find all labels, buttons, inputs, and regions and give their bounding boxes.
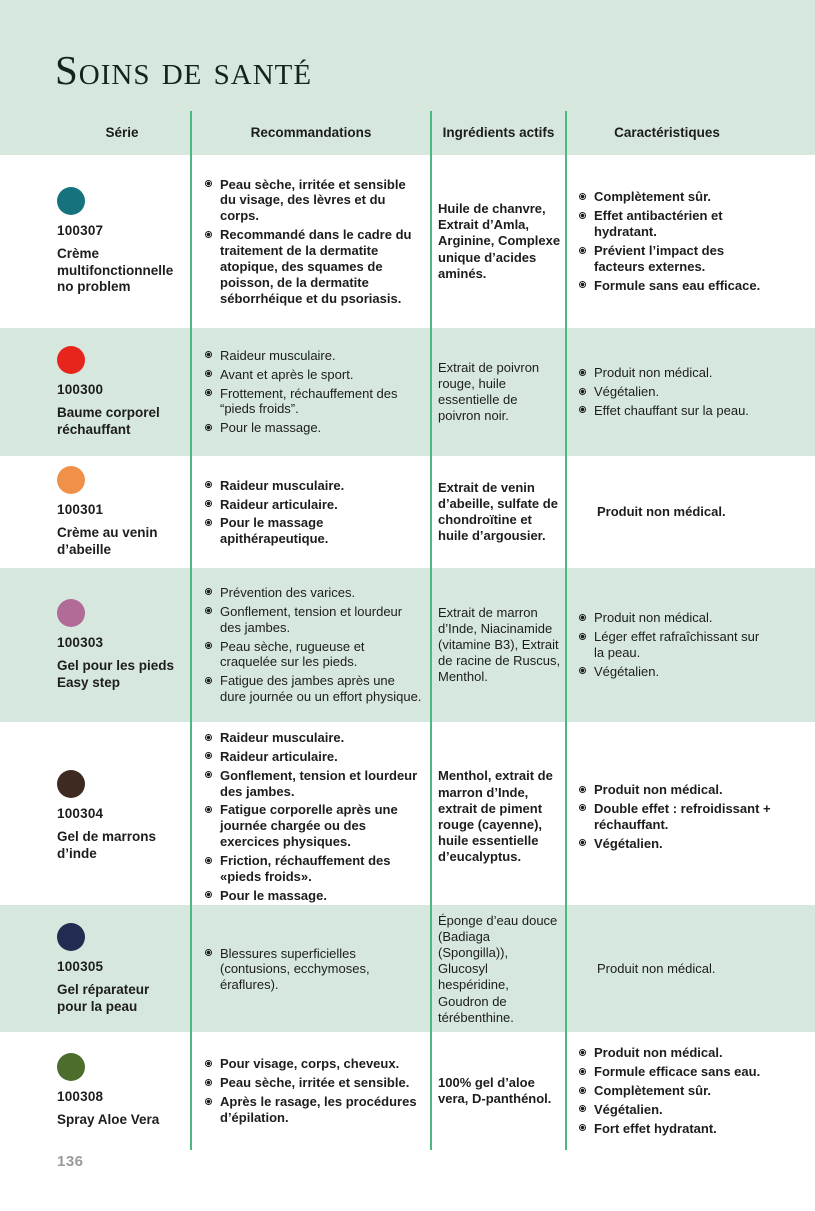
circled-dot-bullet-icon (579, 247, 586, 254)
serie-cell (0, 722, 192, 912)
product-code: 100301 (57, 502, 104, 517)
circled-dot-bullet-icon (205, 891, 212, 898)
recommendations-cell (192, 722, 432, 912)
page-number: 136 (57, 1153, 84, 1170)
bullet-item (579, 1064, 805, 1080)
circled-dot-bullet-icon (205, 588, 212, 595)
bullet-text: Gonflement, tension et lourdeur des jambes. (220, 603, 403, 635)
characteristics-cell (567, 328, 815, 456)
bullet-text: Après le rasage, les procédures d’épilation. (220, 1094, 417, 1125)
product-row (0, 155, 815, 328)
product-name: Gel pour les pieds Easy step (57, 657, 175, 690)
bullet-item (579, 836, 805, 852)
column-header-ingredients-actifs: Ingrédients actifs (432, 111, 567, 155)
recommendations-list (205, 730, 424, 904)
bullet-item (205, 639, 424, 671)
bullet-item (579, 384, 805, 400)
bullet-text: Formule efficace sans eau. (594, 1064, 761, 1080)
product-color-dot-icon (57, 187, 85, 215)
circled-dot-bullet-icon (205, 752, 212, 759)
bullet-item (205, 367, 424, 383)
bullet-text: Produit non médical. (594, 782, 723, 798)
serie-cell (0, 328, 192, 456)
bullet-item (205, 730, 424, 746)
bullet-item (579, 1045, 805, 1061)
circled-dot-bullet-icon (579, 786, 586, 793)
product-color-dot-icon (57, 923, 85, 951)
bullet-text: Avant et après le sport. (220, 366, 354, 382)
bullet-text: Raideur articulaire. (220, 496, 338, 512)
bullet-text: Produit non médical. (594, 610, 713, 626)
recommendations-cell (192, 328, 432, 456)
characteristics-list (579, 610, 805, 679)
bullet-item (205, 749, 424, 765)
circled-dot-bullet-icon (205, 1060, 212, 1067)
bullet-item (579, 610, 805, 626)
table-header-row (0, 111, 815, 155)
bullet-text: Végétalien. (594, 663, 660, 679)
ingredients-text: Huile de chanvre, Extrait d’Amla, Arginine, Complexe unique d’acides aminés. (438, 201, 561, 281)
circled-dot-bullet-icon (205, 180, 212, 187)
product-color-dot-icon (57, 1053, 85, 1081)
bullet-item (205, 348, 424, 364)
ingredients-cell (432, 456, 567, 569)
bullet-item (205, 515, 424, 547)
bullet-text: Raideur musculaire. (220, 730, 345, 745)
circled-dot-bullet-icon (205, 500, 212, 507)
circled-dot-bullet-icon (205, 231, 212, 238)
ingredients-cell (432, 1032, 567, 1150)
circled-dot-bullet-icon (579, 614, 586, 621)
bullet-text: Pour le massage. (220, 887, 327, 903)
bullet-text: Pour visage, corps, cheveux. (220, 1056, 400, 1072)
bullet-item (579, 403, 805, 419)
circled-dot-bullet-icon (205, 370, 212, 377)
product-name: Spray Aloe Vera (57, 1112, 160, 1128)
product-name: Gel réparateur pour la peau (57, 982, 150, 1014)
circled-dot-bullet-icon (205, 1098, 212, 1105)
bullet-text: Prévention des varices. (220, 584, 356, 600)
product-code: 100305 (57, 959, 104, 974)
bullet-text: Prévient l’impact des facteurs externes. (594, 243, 725, 274)
bullet-text: Fort effet hydratant. (594, 1120, 717, 1136)
bullet-text: Complètement sûr. (594, 1083, 712, 1099)
ingredients-text: 100% gel d’aloe vera, D-panthénol. (438, 1074, 552, 1106)
bullet-item (579, 1102, 805, 1118)
bullet-text: Fatigue corporelle après une journée chargée ou des exercices physiques. (220, 802, 398, 850)
bullet-item (205, 227, 424, 306)
bullet-text: Raideur musculaire. (220, 477, 345, 493)
ingredients-text: Menthol, extrait de marron d’Inde, extrait de piment rouge (cayenne), huile essentielle d’eucalyptus. (438, 768, 553, 865)
circled-dot-bullet-icon (579, 1049, 586, 1056)
circled-dot-bullet-icon (205, 607, 212, 614)
product-color-dot-icon (57, 770, 85, 798)
characteristics-cell (567, 722, 815, 912)
bullet-text: Végétalien. (594, 384, 660, 400)
circled-dot-bullet-icon (205, 519, 212, 526)
bullet-text: Blessures superficielles (contusions, ecchymoses, éraflures). (220, 945, 370, 993)
recommendations-cell (192, 568, 432, 722)
bullet-item (579, 365, 805, 381)
bullet-text: Végétalien. (594, 835, 663, 851)
product-row (0, 722, 815, 905)
product-row (0, 328, 815, 456)
ingredients-cell (432, 328, 567, 456)
ingredients-text: Extrait de poivron rouge, huile essentielle de poivron noir. (438, 359, 540, 424)
product-color-dot-icon (57, 346, 85, 374)
circled-dot-bullet-icon (579, 1087, 586, 1094)
bullet-item (205, 1094, 424, 1126)
circled-dot-bullet-icon (579, 1105, 586, 1112)
recommendations-cell (192, 155, 432, 328)
recommendations-list (205, 585, 424, 705)
product-color-dot-icon (57, 466, 85, 494)
characteristics-text: Produit non médical. (597, 504, 726, 520)
bullet-text: Raideur musculaire. (220, 347, 336, 363)
recommendations-list (205, 478, 424, 547)
product-code: 100308 (57, 1089, 104, 1105)
circled-dot-bullet-icon (579, 406, 586, 413)
ingredients-text: Éponge d’eau douce (Badiaga (Spongilla)), Glucosyl hespéridine, Goudron de térébenthine. (438, 913, 558, 1025)
bullet-text: Effet chauffant sur la peau. (594, 402, 749, 418)
product-name: Crème au venin d’abeille (57, 525, 158, 557)
bullet-text: Peau sèche, rugueuse et craquelée sur les pieds. (220, 638, 365, 670)
characteristics-list (579, 365, 805, 419)
bullet-item (579, 1121, 805, 1137)
bullet-text: Pour le massage. (220, 420, 322, 436)
circled-dot-bullet-icon (205, 424, 212, 431)
table-body (0, 155, 815, 1150)
product-name: Gel de marrons d’inde (57, 829, 157, 862)
serie-cell (0, 1032, 192, 1150)
bullet-item (205, 802, 424, 850)
bullet-text: Produit non médical. (594, 1045, 723, 1061)
recommendations-list (205, 1056, 424, 1125)
bullet-text: Recommandé dans le cadre du traitement de la dermatite atopique, des squames de poisson, de la dermatite séborrhéique et du psoriasis. (220, 227, 412, 306)
serie-cell (0, 155, 192, 328)
circled-dot-bullet-icon (579, 193, 586, 200)
recommendations-list (205, 177, 424, 307)
bullet-text: Gonflement, tension et lourdeur des jambes. (220, 767, 418, 799)
characteristics-cell (567, 1032, 815, 1150)
characteristics-cell (567, 568, 815, 722)
bullet-item (205, 673, 424, 705)
bullet-item (205, 585, 424, 601)
characteristics-list (579, 782, 805, 851)
bullet-item (205, 768, 424, 800)
ingredients-cell (432, 905, 567, 1034)
bullet-text: Raideur articulaire. (220, 748, 338, 764)
product-row (0, 568, 815, 722)
bullet-text: Friction, réchauffement des «pieds froids». (220, 853, 391, 884)
characteristics-text: Produit non médical. (597, 961, 716, 977)
bullet-item (205, 177, 424, 225)
recommendations-list (205, 946, 424, 994)
circled-dot-bullet-icon (579, 1068, 586, 1075)
product-code: 100300 (57, 381, 104, 397)
bullet-text: Peau sèche, irritée et sensible. (220, 1075, 410, 1091)
bullet-text: Pour le massage apithérapeutique. (220, 515, 329, 547)
characteristics-cell (567, 155, 815, 328)
circled-dot-bullet-icon (205, 949, 212, 956)
ingredients-text: Extrait de marron d’Inde, Niacinamide (vitamine B3), Extrait de racine de Ruscus, Menthol. (438, 604, 561, 685)
circled-dot-bullet-icon (579, 839, 586, 846)
bullet-text: Effet antibactérien et hydratant. (594, 208, 723, 240)
bullet-text: Fatigue des jambes après une dure journée ou un effort physique. (220, 673, 422, 705)
bullet-item (205, 386, 424, 418)
recommendations-list (205, 348, 424, 436)
characteristics-cell (567, 905, 815, 1034)
circled-dot-bullet-icon (205, 351, 212, 358)
circled-dot-bullet-icon (205, 481, 212, 488)
bullet-item (579, 243, 805, 275)
bullet-item (205, 1056, 424, 1072)
ingredients-cell (432, 568, 567, 722)
recommendations-cell (192, 1032, 432, 1150)
bullet-item (205, 478, 424, 494)
circled-dot-bullet-icon (205, 857, 212, 864)
bullet-item (579, 189, 805, 205)
product-code: 100303 (57, 634, 104, 650)
bullet-item (579, 278, 805, 294)
bullet-item (579, 629, 805, 661)
bullet-item (579, 208, 805, 240)
column-header-recommandations: Recommandations (192, 111, 432, 155)
bullet-item (205, 946, 424, 994)
bullet-item (205, 420, 424, 436)
characteristics-cell (567, 456, 815, 569)
product-code: 100307 (57, 222, 104, 238)
circled-dot-bullet-icon (205, 1079, 212, 1086)
product-row (0, 1032, 815, 1150)
serie-cell (0, 905, 192, 1034)
characteristics-list (579, 1045, 805, 1136)
characteristics-list (579, 189, 805, 293)
bullet-item (205, 853, 424, 885)
ingredients-cell (432, 722, 567, 912)
circled-dot-bullet-icon (579, 281, 586, 288)
circled-dot-bullet-icon (579, 369, 586, 376)
bullet-text: Végétalien. (594, 1101, 663, 1117)
bullet-text: Formule sans eau efficace. (594, 277, 761, 293)
serie-cell (0, 568, 192, 722)
bullet-item (205, 888, 424, 904)
bullet-text: Peau sèche, irritée et sensible du visage, des lèvres et du corps. (220, 176, 406, 224)
serie-cell (0, 456, 192, 569)
page-header (0, 0, 815, 155)
circled-dot-bullet-icon (205, 389, 212, 396)
circled-dot-bullet-icon (205, 677, 212, 684)
circled-dot-bullet-icon (579, 804, 586, 811)
circled-dot-bullet-icon (579, 388, 586, 395)
circled-dot-bullet-icon (579, 633, 586, 640)
bullet-text: Léger effet rafraîchissant sur la peau. (594, 629, 760, 660)
column-header-caracteristiques: Caractéristiques (614, 125, 720, 141)
page-title: Soins de santé (55, 47, 313, 93)
ingredients-cell (432, 155, 567, 328)
product-row (0, 456, 815, 568)
bullet-item (205, 604, 424, 636)
bullet-item (205, 1075, 424, 1091)
bullet-item (579, 664, 805, 680)
bullet-text: Frottement, réchauffement des “pieds froids”. (220, 385, 398, 417)
circled-dot-bullet-icon (579, 1124, 586, 1131)
product-code: 100304 (57, 806, 104, 822)
product-row (0, 905, 815, 1032)
product-color-dot-icon (57, 599, 85, 627)
ingredients-text: Extrait de venin d’abeille, sulfate de chondroïtine et huile d’argousier. (438, 480, 558, 544)
circled-dot-bullet-icon (205, 642, 212, 649)
column-header-serie: Série (0, 111, 192, 155)
bullet-item (579, 801, 805, 833)
bullet-text: Produit non médical. (594, 365, 713, 381)
product-name: Crème multifonctionnelle no problem (57, 245, 174, 295)
circled-dot-bullet-icon (579, 667, 586, 674)
recommendations-cell (192, 456, 432, 569)
bullet-item (579, 1083, 805, 1099)
circled-dot-bullet-icon (205, 734, 212, 741)
product-name: Baume corporel réchauffant (57, 404, 160, 437)
bullet-item (205, 497, 424, 513)
circled-dot-bullet-icon (579, 212, 586, 219)
circled-dot-bullet-icon (205, 806, 212, 813)
bullet-text: Double effet : refroidissant + réchauffant. (594, 800, 771, 832)
bullet-item (579, 782, 805, 798)
recommendations-cell (192, 905, 432, 1034)
bullet-text: Complètement sûr. (594, 189, 712, 205)
circled-dot-bullet-icon (205, 771, 212, 778)
